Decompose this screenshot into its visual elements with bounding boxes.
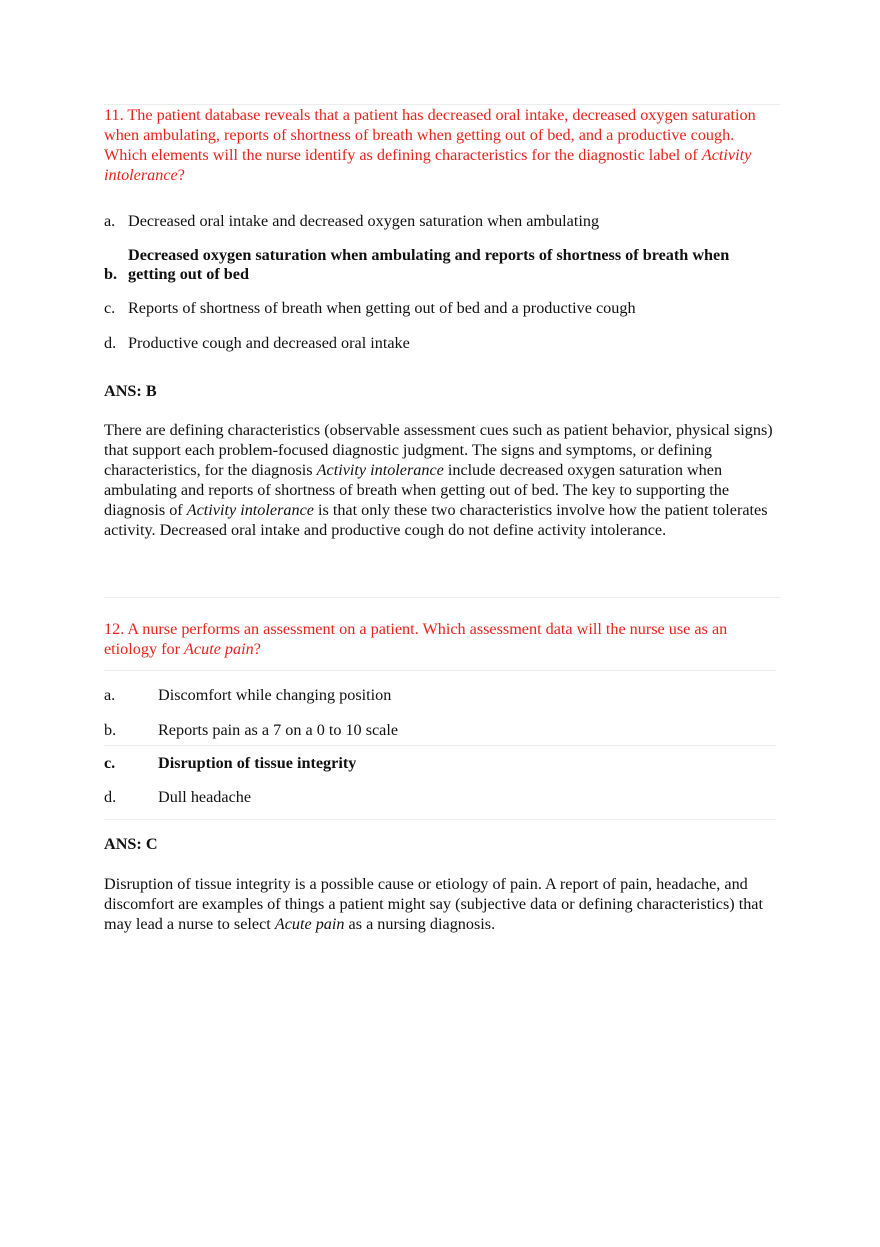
option-text: Discomfort while changing position <box>158 686 392 704</box>
option-text: Decreased oxygen saturation when ambulating and reports of shortness of breath when getting out of bed <box>128 246 730 283</box>
question-11-option-c <box>104 299 780 318</box>
question-12-option-c-correct <box>104 754 780 773</box>
separator-rule <box>104 819 776 820</box>
question-11-rationale: There are defining characteristics (observable assessment cues such as patient behavior, physical signs) that support each problem-focused diagnostic judgment. The signs and symptoms, or defining characteristics, for the diagnosis Activity intolerance include decreased oxygen saturation when ambulating and reports of shortness of breath when getting out of bed. The key to supporting the diagnosis of Activity intolerance is that only these two characteristics involve how the patient tolerates activity. Decreased oral intake and productive cough do not define activity intolerance. <box>104 421 773 539</box>
separator-rule <box>104 745 776 746</box>
option-text: Dull headache <box>158 788 252 806</box>
option-letter: c. <box>104 754 116 772</box>
question-number: 11. <box>104 106 124 124</box>
option-letter: b. <box>104 721 117 739</box>
question-number: 12. <box>104 620 125 638</box>
question-12-answer: ANS: C <box>104 835 158 853</box>
option-letter: a. <box>104 686 116 704</box>
option-text: Decreased oral intake and decreased oxygen saturation when ambulating <box>128 212 600 230</box>
question-12-option-d <box>104 788 780 807</box>
question-11-option-a <box>104 212 780 231</box>
option-text: Reports of shortness of breath when getting out of bed and a productive cough <box>128 299 636 317</box>
option-letter: d. <box>104 788 117 806</box>
question-11-stem: 11. The patient database reveals that a patient has decreased oral intake, decreased oxygen saturation when ambulating, reports of shortness of breath when getting out of bed, and a productive cough. Which elements will the nurse identify as defining characteristics for the diagnostic label of Activity intolerance? <box>104 106 756 184</box>
question-12-option-a <box>104 686 780 705</box>
question-12-stem: 12. A nurse performs an assessment on a patient. Which assessment data will the nurse use as an etiology for Acute pain? <box>104 620 728 658</box>
option-letter: b. <box>104 265 118 283</box>
option-letter: c. <box>104 299 116 317</box>
question-11-option-b-correct <box>104 246 780 284</box>
separator-rule <box>104 670 776 671</box>
question-12-rationale: Disruption of tissue integrity is a possible cause or etiology of pain. A report of pain, headache, and discomfort are examples of things a patient might say (subjective data or defining characteristics) that may lead a nurse to select Acute pain as a nursing diagnosis. <box>104 875 763 933</box>
option-letter: a. <box>104 212 116 230</box>
question-12-option-b <box>104 721 780 740</box>
question-11-answer: ANS: B <box>104 382 157 400</box>
question-11-option-d <box>104 334 780 353</box>
option-letter: d. <box>104 334 117 352</box>
separator-rule <box>104 597 780 598</box>
option-text: Productive cough and decreased oral intake <box>128 334 410 352</box>
option-text: Disruption of tissue integrity <box>158 754 357 772</box>
option-text: Reports pain as a 7 on a 0 to 10 scale <box>158 721 399 739</box>
